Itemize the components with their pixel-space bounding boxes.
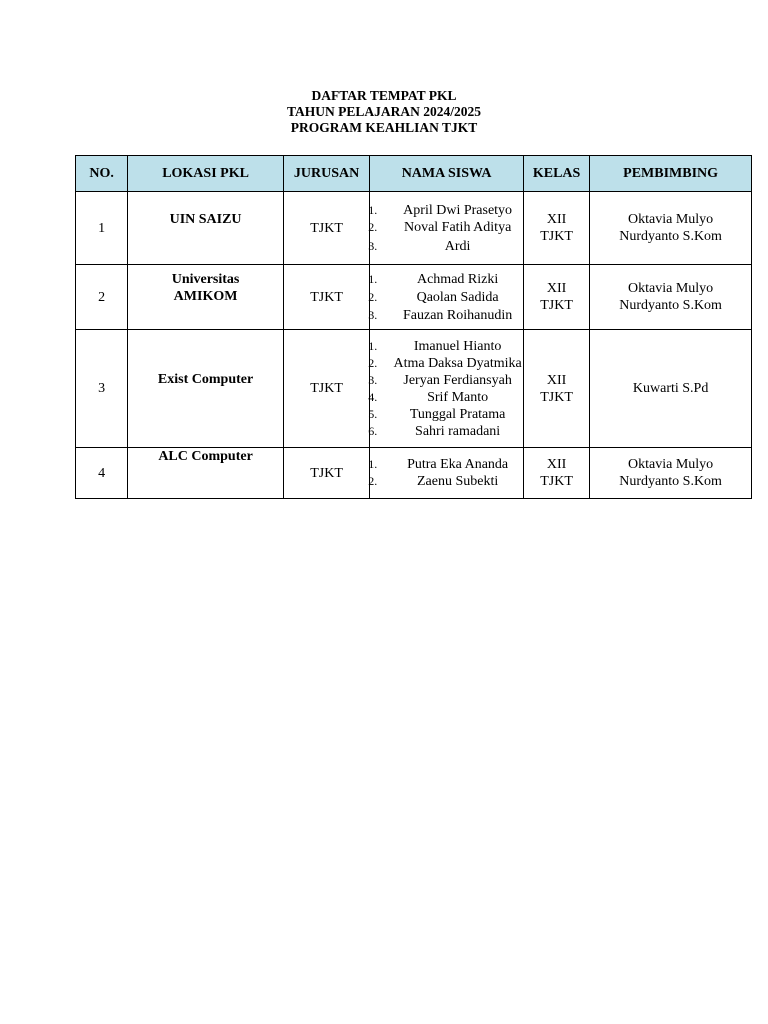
- list-item: [370, 219, 523, 236]
- list-item: [370, 389, 523, 406]
- kelas-line-1: XII: [546, 457, 567, 472]
- header-no: NO.: [76, 156, 128, 192]
- list-number: 1.: [368, 457, 378, 471]
- cell-kelas: [523, 192, 589, 265]
- title-line-3: PROGRAM KEAHLIAN TJKT: [290, 120, 478, 135]
- pkl-table: [75, 155, 752, 499]
- header-kelas: KELAS: [523, 156, 589, 192]
- list-item: [370, 423, 523, 440]
- lokasi-text: ALC Computer: [158, 449, 253, 464]
- cell-pembimbing: Kuwarti S.Pd: [590, 330, 752, 448]
- list-item: [370, 306, 523, 324]
- list-number: 3.: [368, 372, 378, 387]
- cell-no: 3: [76, 330, 128, 448]
- cell-jurusan: TJKT: [283, 448, 369, 499]
- pembimbing-line-2: Nurdyanto S.Kom: [619, 474, 722, 489]
- table-header-row: [76, 156, 752, 192]
- header-jurusan: JURUSAN: [283, 156, 369, 192]
- student-list: [370, 456, 523, 490]
- lokasi-line-1: Universitas: [171, 272, 240, 287]
- kelas-line-2: TJKT: [540, 229, 573, 244]
- pembimbing-line-1: Oktavia Mulyo: [628, 457, 714, 472]
- list-number: 2.: [368, 355, 378, 370]
- cell-kelas: [523, 448, 589, 499]
- header-lokasi: LOKASI PKL: [128, 156, 284, 192]
- student-name: Qaolan Sadida: [416, 289, 499, 305]
- lokasi-line-2: AMIKOM: [173, 289, 238, 304]
- pembimbing-line-1: Oktavia Mulyo: [628, 212, 714, 227]
- cell-jurusan: TJKT: [283, 265, 369, 330]
- table-row: [76, 448, 752, 499]
- list-item: [370, 473, 523, 490]
- cell-kelas: [523, 265, 589, 330]
- cell-pembimbing: [590, 265, 752, 330]
- list-number: 2.: [368, 289, 378, 304]
- list-number: 2.: [368, 474, 378, 488]
- list-item: [370, 288, 523, 306]
- kelas-line-2: TJKT: [540, 298, 573, 313]
- cell-lokasi: [128, 192, 284, 265]
- list-number: 1.: [368, 271, 378, 286]
- student-name: Imanuel Hianto: [413, 338, 502, 354]
- list-number: 2.: [368, 219, 378, 234]
- list-item: [370, 372, 523, 389]
- cell-kelas: [523, 330, 589, 448]
- kelas-line-1: XII: [546, 281, 567, 296]
- table-row: [76, 330, 752, 448]
- kelas-line-2: TJKT: [540, 389, 573, 405]
- cell-no: 2: [76, 265, 128, 330]
- list-item: [370, 236, 523, 255]
- student-name: Sahri ramadani: [415, 423, 501, 439]
- student-name: April Dwi Prasetyo: [403, 202, 513, 218]
- table-row: [76, 192, 752, 265]
- kelas-line-1: XII: [546, 372, 567, 388]
- cell-no: 4: [76, 448, 128, 499]
- student-name: Srif Manto: [427, 389, 489, 405]
- student-name: Jeryan Ferdiansyah: [403, 372, 512, 388]
- list-item: [370, 456, 523, 473]
- cell-jurusan: TJKT: [283, 330, 369, 448]
- list-item: [370, 271, 523, 288]
- student-name: Putra Eka Ananda: [407, 457, 509, 472]
- title-line-2: TAHUN PELAJARAN 2024/2025: [286, 104, 481, 119]
- cell-pembimbing: [590, 192, 752, 265]
- student-name: Ardi: [444, 238, 471, 254]
- list-number: 1.: [368, 338, 378, 353]
- list-number: 3.: [368, 238, 378, 253]
- student-name: Zaenu Subekti: [416, 474, 499, 489]
- cell-lokasi: [128, 448, 284, 499]
- list-item: [370, 355, 523, 372]
- student-list: [370, 338, 523, 440]
- student-list: [370, 271, 523, 324]
- lokasi-text: UIN SAIZU: [169, 212, 242, 227]
- student-name: Atma Daksa Dyatmika: [393, 355, 522, 371]
- list-number: 6.: [368, 423, 378, 438]
- list-number: 5.: [368, 406, 378, 421]
- cell-nama-siswa: [370, 192, 524, 265]
- student-list: [370, 202, 523, 255]
- kelas-line-2: TJKT: [540, 474, 573, 489]
- cell-nama-siswa: [370, 265, 524, 330]
- cell-nama-siswa: [370, 330, 524, 448]
- document-title: [0, 88, 768, 136]
- list-number: 4.: [368, 389, 378, 404]
- student-name: Achmad Rizki: [416, 271, 499, 287]
- cell-jurusan: TJKT: [283, 192, 369, 265]
- header-nama: NAMA SISWA: [370, 156, 524, 192]
- pembimbing-line-2: Nurdyanto S.Kom: [619, 229, 722, 244]
- pembimbing-line-1: Oktavia Mulyo: [628, 281, 714, 296]
- table-row: [76, 265, 752, 330]
- list-number: 3.: [368, 307, 378, 322]
- list-item: [370, 338, 523, 355]
- pembimbing-line-2: Nurdyanto S.Kom: [619, 298, 722, 313]
- title-line-1: DAFTAR TEMPAT PKL: [311, 88, 457, 103]
- cell-pembimbing: [590, 448, 752, 499]
- header-pembimbing: PEMBIMBING: [590, 156, 752, 192]
- student-name: Tunggal Pratama: [409, 406, 506, 422]
- student-name: Noval Fatih Aditya: [403, 219, 512, 235]
- lokasi-text: Exist Computer: [157, 372, 254, 387]
- list-number: 1.: [368, 202, 378, 217]
- list-item: [370, 202, 523, 219]
- cell-no: 1: [76, 192, 128, 265]
- cell-lokasi: [128, 330, 284, 448]
- cell-lokasi: [128, 265, 284, 330]
- cell-nama-siswa: [370, 448, 524, 499]
- list-item: [370, 406, 523, 423]
- student-name: Fauzan Roihanudin: [402, 307, 513, 323]
- kelas-line-1: XII: [546, 212, 567, 227]
